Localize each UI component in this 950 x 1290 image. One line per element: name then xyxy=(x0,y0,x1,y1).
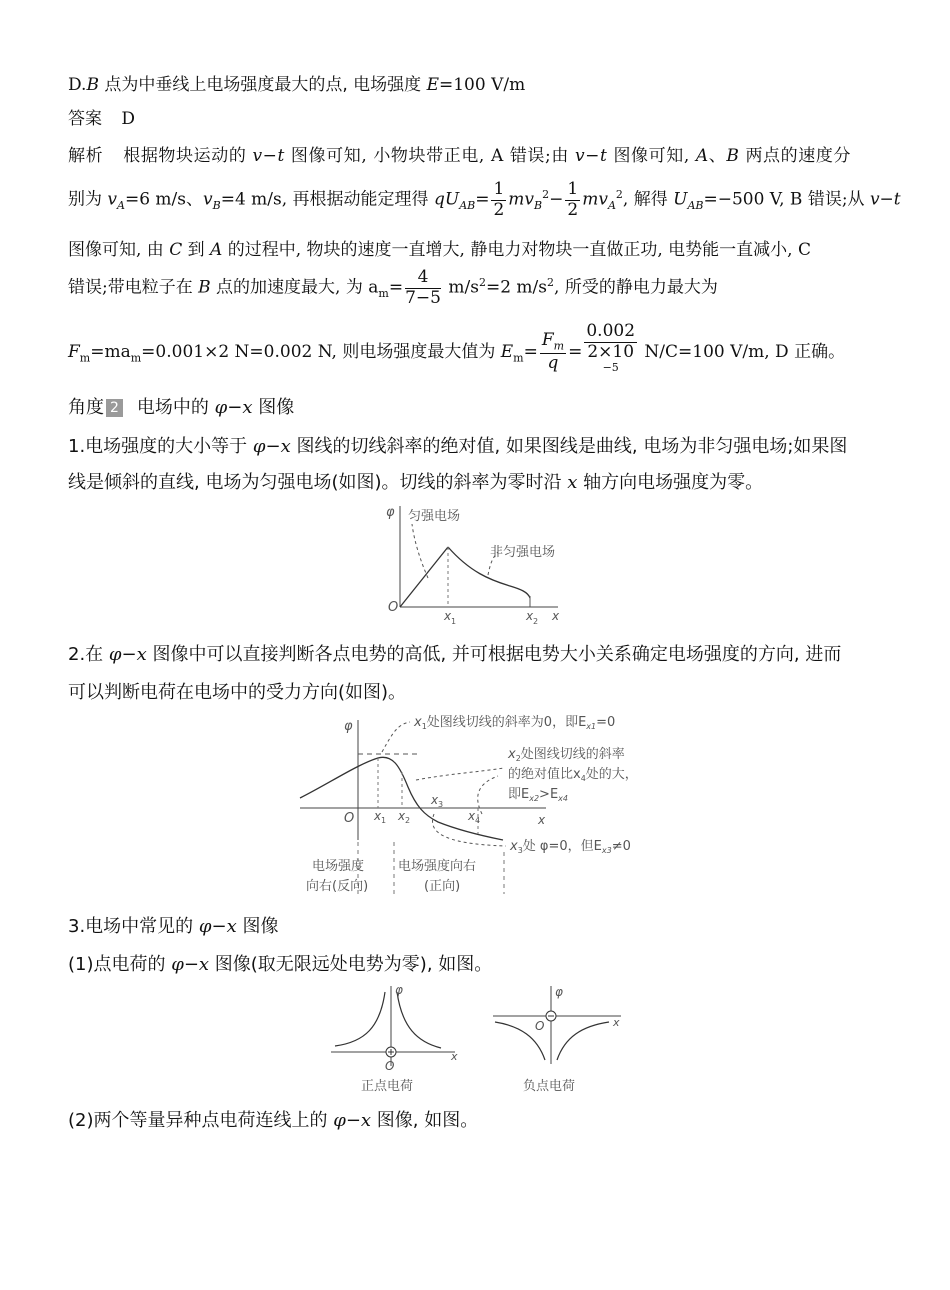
para-1-line-2: 线是倾斜的直线, 电场为匀强电场(如图)。切线的斜率为零时沿 x 轴方向电场强度为零。 xyxy=(68,472,764,493)
fig1-pointer-uniform xyxy=(412,524,428,578)
analysis-line-1: 解析 根据物块运动的 v−t 图像可知, 小物块带正电, A 错误;由 v−t 图像可知, A、B 两点的速度分 xyxy=(68,146,852,166)
option-d-line: D.B 点为中垂线上电场强度最大的点, 电场强度 E=100 V/m xyxy=(68,75,526,95)
para-3-heading: 3.电场中常见的 φ−x 图像 xyxy=(68,916,279,937)
fig2-x4-label: x xyxy=(468,809,476,823)
fig2-x2-sub: 2 xyxy=(405,816,411,825)
fig3-neg-x: x xyxy=(613,1016,620,1029)
para-2-line-2: 可以判断电荷在电场中的受力方向(如图)。 xyxy=(68,682,407,703)
figure-point-charges xyxy=(325,982,635,1097)
fig3-neg-origin: O xyxy=(535,1019,545,1033)
fig1-x1-sub: 1 xyxy=(451,617,457,626)
fig3-pos-curve-right xyxy=(397,992,441,1048)
fig1-x2-label: x xyxy=(526,609,534,623)
fig1-x1-label: x xyxy=(444,609,452,623)
fig2-pointer-2 xyxy=(416,768,504,780)
analysis-line-4: 错误;带电粒子在 B 点的加速度最大, 为 $a_m=$ $\frac{4}{7-5}$ $m/s^2=2$ $m/s^2$, 所受的静电力最大为 xyxy=(68,267,718,308)
fig2-x1-sub: 1 xyxy=(381,816,387,825)
fig1-origin-label: O xyxy=(388,600,399,615)
fig2-x-label: x xyxy=(538,813,546,827)
analysis-line-5: $F_m=ma_m=0.001\times 2$ N=0.002 N, 则电场强度最大值为 $E_m=$ $\frac{F_m}{q}$ = 0.002 2×10 $^{-5}$ N/C=100 V/m, D 正确。 xyxy=(68,322,845,383)
fig3-neg-label: 负点电荷 xyxy=(523,1079,576,1094)
fig1-x-label: x xyxy=(552,609,560,623)
fig2-x1-label: x xyxy=(374,809,382,823)
fig2-annotation-2-line-3: 即$E_{x2}>E_{x4}$ xyxy=(508,787,568,803)
fig2-annotation-2: $x_2$处图线切线的斜率 xyxy=(508,747,625,763)
fig2-phi-label: φ xyxy=(344,719,353,734)
figure-uniform-nonuniform xyxy=(380,500,580,630)
fig2-annotation-3: $x_3$处 φ=0，但$E_{x3}\ne 0$ xyxy=(510,839,631,855)
analysis-line-3: 图像可知, 由 C 到 A 的过程中, 物块的速度一直增大, 静电力对物块一直做正功, 电势能一直减小, C xyxy=(68,240,811,260)
fig3-positive-charge-graph xyxy=(331,983,458,1094)
fig1-nonuniform-label: 非匀强电场 xyxy=(490,545,556,560)
fig3-pos-origin: O xyxy=(385,1059,395,1073)
para-1-line-1: 1.电场强度的大小等于 φ−x 图线的切线斜率的绝对值, 如果图线是曲线, 电场为非匀强电场;如果图 xyxy=(68,436,848,457)
fraction-half-1: $\frac{1}{2}$ xyxy=(493,179,505,220)
fig3-neg-phi: φ xyxy=(555,985,563,999)
answer-value: D xyxy=(121,109,136,129)
fraction-field: 0.002 2×10 $^{-5}$ xyxy=(586,321,636,375)
fig2-annotation-1: $x_1$处图线切线的斜率为0，即$E_{x1}=0$ xyxy=(414,715,616,731)
fig1-linear-segment xyxy=(400,547,448,607)
fig3-pos-phi: φ xyxy=(395,983,403,997)
para-3-2: (2)两个等量异种点电荷连线上的 φ−x 图像, 如图。 xyxy=(68,1110,479,1131)
angle-heading: 角度 2 电场中的 φ−x 图像 xyxy=(68,397,295,418)
fig3-neg-curve-right xyxy=(557,1022,609,1060)
para-2-line-1: 2.在 φ−x 图像中可以直接判断各点电势的高低, 并可根据电势大小关系确定电场强度的方向, 进而 xyxy=(68,644,842,665)
fig3-pos-x: x xyxy=(451,1050,458,1063)
angle-badge: 2 xyxy=(106,399,123,417)
fig2-x2-label: x xyxy=(398,809,406,823)
answer-line xyxy=(68,104,135,129)
fig2-x3-sub: 3 xyxy=(438,800,444,809)
fraction-force: $\frac{F_m}{q}$ xyxy=(541,330,565,374)
fig2-left-label-2: 向右(反向) xyxy=(306,879,369,894)
fig2-right-label-1: 电场强度向右 xyxy=(398,859,477,874)
analysis-label: 解析 xyxy=(68,146,104,166)
para-3-1: (1)点电荷的 φ−x 图像(取无限远处电势为零), 如图。 xyxy=(68,954,493,975)
fig1-uniform-label: 匀强电场 xyxy=(408,509,461,524)
fig2-annotation-2-line-2: 的绝对值比$x_4$处的大， xyxy=(508,767,638,783)
fig1-phi-label: φ xyxy=(386,505,395,520)
fig2-right-label-2: (正向) xyxy=(424,879,461,894)
fig3-pos-curve-left xyxy=(335,992,385,1046)
fig2-left-label-1: 电场强度 xyxy=(312,859,365,874)
fig3-negative-charge-graph xyxy=(493,985,621,1094)
fig2-origin-label: O xyxy=(344,811,355,826)
fig3-pos-label: 正点电荷 xyxy=(361,1079,414,1094)
fraction-half-2: $\frac{1}{2}$ xyxy=(567,179,579,220)
fraction-accel: $\frac{4}{7-5}$ xyxy=(405,267,441,308)
fig1-x2-sub: 2 xyxy=(533,617,539,626)
analysis-line-2: 别为 $v_A=6$ m/s、$v_B=4$ m/s, 再根据动能定理得 $qU_{AB}=$ $\frac{1}{2}$ $mv_B^2-$ $\frac{1}{2}$ $mv_A^2$, 解得 $U_{AB}=-500$ V, B 错误;从 v−t xyxy=(68,179,901,220)
figure-phi-x-field-direction xyxy=(298,712,668,897)
answer-label: 答案 xyxy=(68,109,102,129)
fig2-x3-label: x xyxy=(431,793,439,807)
fig2-pointer-1 xyxy=(382,722,410,752)
fig2-x4-sub: 4 xyxy=(475,816,481,825)
